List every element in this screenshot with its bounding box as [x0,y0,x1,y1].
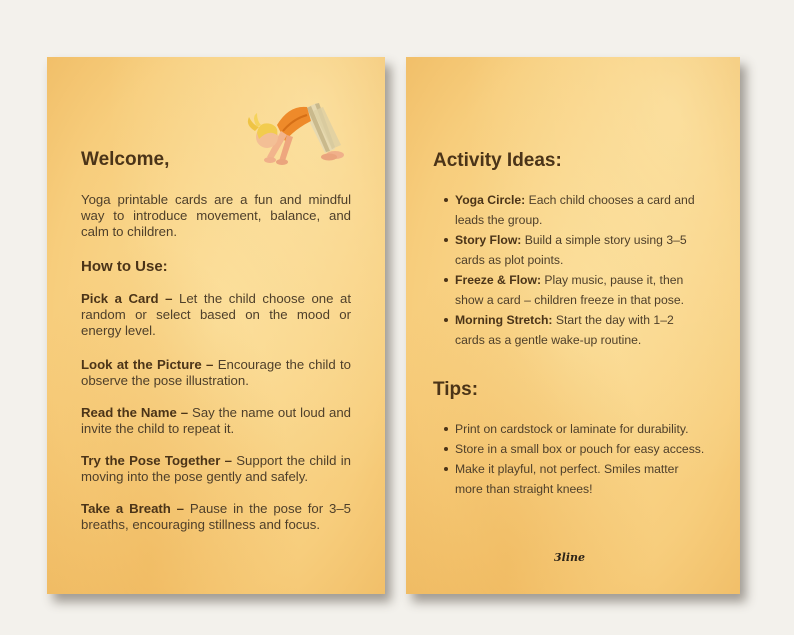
activity-card [406,57,740,594]
step-text: Pause in the pose for 3–5 breaths, encouraging stillness and focus. [81,501,351,532]
step-title: Take a Breath – [81,501,185,516]
step-text: Support the child in moving into the pose gently and safely. [81,453,351,484]
step-title: Look at the Picture – [81,357,214,372]
leggings [303,103,341,153]
step-look-at-picture [81,357,351,389]
tips-list [443,419,705,499]
list-item: Freeze & Flow: Play music, pause it, then show a card – children freeze in that pose. [443,270,705,310]
step-title: Read the Name – [81,405,189,420]
list-item: Print on cardstock or laminate for durability. [443,419,705,439]
brand-signature: 3line [554,551,586,564]
step-text: Say the name out loud and invite the child to repeat it. [81,405,352,436]
step-title: Try the Pose Together – [81,453,232,468]
list-item: Yoga Circle: Each child chooses a card and leads the group. [443,190,705,230]
activity-list [443,190,705,350]
step-pick-a-card [81,291,351,339]
child-yoga-pose-illustration [237,87,357,177]
step-read-the-name [81,405,351,437]
step-text: Let the child choose one at random or select based on the mood or energy level. [81,291,352,338]
step-take-a-breath [81,501,351,533]
step-text: Encourage the child to observe the pose illustration. [81,357,351,388]
welcome-title: Welcome, [81,149,170,170]
step-try-the-pose [81,453,351,485]
intro-text: Yoga printable cards are a fun and mindful way to introduce movement, balance, and calm to children. [81,192,351,239]
how-to-use-title: How to Use: [81,258,168,275]
list-item: Make it playful, not perfect. Smiles matter more than straight knees! [443,459,705,499]
tips-title: Tips: [433,379,479,400]
list-item: Store in a small box or pouch for easy access. [443,439,705,459]
foot [321,154,337,161]
list-item: Morning Stretch: Start the day with 1–2 cards as a gentle wake-up routine. [443,310,705,350]
welcome-card [47,57,385,594]
activity-ideas-title: Activity Ideas: [433,150,562,171]
step-title: Pick a Card – [81,291,173,306]
list-item: Story Flow: Build a simple story using 3–5 cards as plot points. [443,230,705,270]
